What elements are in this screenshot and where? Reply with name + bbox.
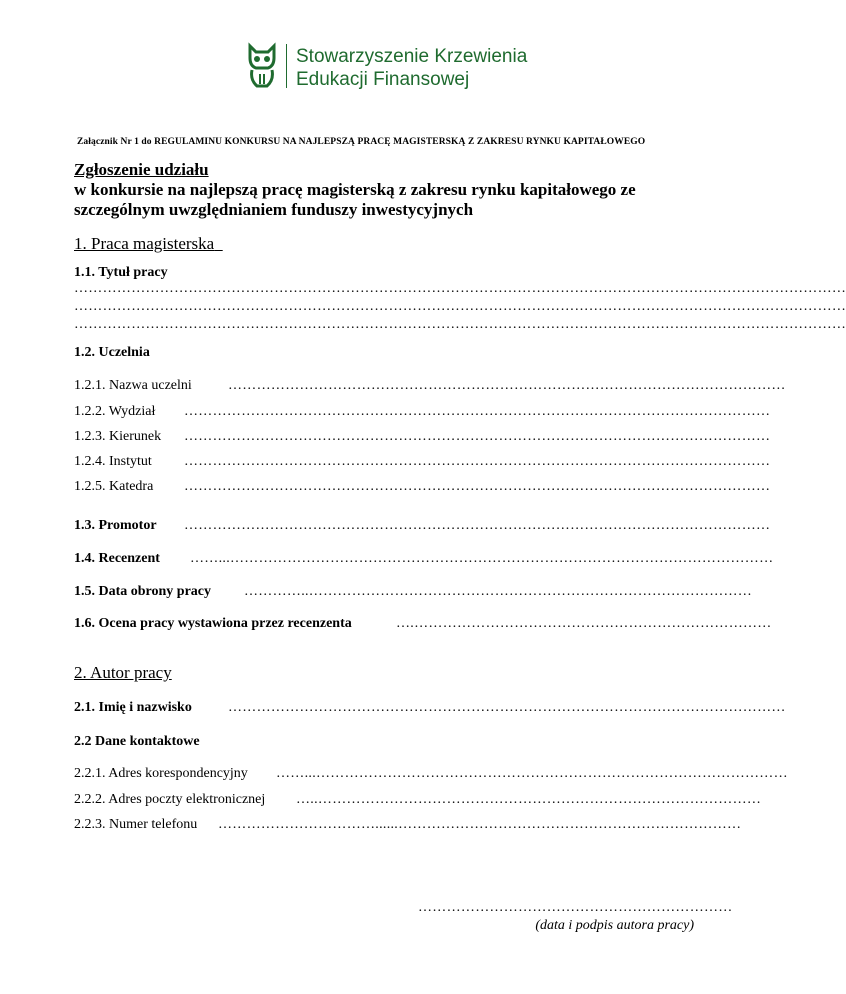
- label-adres: 2.2.1. Adres korespondencyjny: [74, 766, 248, 781]
- section-2-title: 2. Autor pracy: [74, 663, 172, 682]
- logo-line-1: Stowarzyszenie Krzewienia: [296, 46, 528, 67]
- label-data-obrony: 1.5. Data obrony pracy: [74, 584, 212, 599]
- field-wydzial[interactable]: ……………………………………………………………………………………………………………: [184, 404, 771, 419]
- label-katedra: 1.2.5. Katedra: [74, 479, 154, 494]
- label-uczelnia: 1.2. Uczelnia: [74, 345, 150, 360]
- field-tytul-line-1[interactable]: ………………………………………………………………………………………………………………………………………………: [74, 281, 846, 296]
- annex-note: Załącznik Nr 1 do REGULAMINU KONKURSU NA NAJLEPSZĄ PRACĘ MAGISTERSKĄ Z ZAKRESU RYNKU KAPITAŁOWEGO: [77, 137, 646, 147]
- field-adres[interactable]: ……...………………………………………………………………………………………: [276, 766, 788, 781]
- label-dane-kontaktowe: 2.2 Dane kontaktowe: [74, 734, 200, 749]
- field-telefon[interactable]: ……………………………......………………………………………………………………: [218, 817, 742, 832]
- field-instytut[interactable]: ……………………………………………………………………………………………………………: [184, 454, 771, 469]
- label-kierunek: 1.2.3. Kierunek: [74, 429, 162, 444]
- label-wydzial: 1.2.2. Wydział: [74, 404, 156, 419]
- label-promotor: 1.3. Promotor: [74, 518, 157, 533]
- section-1-title: 1. Praca magisterska: [74, 234, 215, 253]
- field-tytul-line-2[interactable]: ………………………………………………………………………………………………………………………………………………: [74, 299, 846, 314]
- label-telefon: 2.2.3. Numer telefonu: [74, 817, 198, 832]
- signature-caption: (data i podpis autora pracy): [535, 918, 694, 933]
- form-title: Zgłoszenie udziału: [74, 160, 209, 179]
- owl-logo-icon: [247, 44, 277, 88]
- logo-line-2: Edukacji Finansowej: [296, 69, 470, 90]
- label-imie-nazwisko: 2.1. Imię i nazwisko: [74, 700, 192, 715]
- label-recenzent: 1.4. Recenzent: [74, 551, 160, 566]
- label-email: 2.2.2. Adres poczty elektronicznej: [74, 792, 266, 807]
- form-subtitle-1: w konkursie na najlepszą pracę magisterską z zakresu rynku kapitałowego ze: [74, 180, 636, 199]
- field-tytul-line-3[interactable]: ………………………………………………………………………………………………………………………………………………: [74, 317, 846, 332]
- field-recenzent[interactable]: ……...……………………………………………………………………………………………………: [190, 551, 774, 566]
- field-promotor[interactable]: ……………………………………………………………………………………………………………: [184, 518, 771, 533]
- field-data-obrony[interactable]: …………..…………………………………………………………………………………: [244, 584, 753, 599]
- label-tytul-pracy: 1.1. Tytuł pracy: [74, 265, 168, 280]
- form-subtitle-2: szczególnym uwzględnianiem funduszy inwestycyjnych: [74, 200, 474, 219]
- label-nazwa-uczelni: 1.2.1. Nazwa uczelni: [74, 378, 192, 393]
- field-ocena[interactable]: ….…………………………………………………………………: [396, 616, 772, 631]
- field-email[interactable]: …..…………………………………………………………………………………: [296, 792, 762, 807]
- label-instytut: 1.2.4. Instytut: [74, 454, 152, 469]
- signature-line[interactable]: …………………………………………………………: [418, 900, 733, 915]
- label-ocena: 1.6. Ocena pracy wystawiona przez recenzenta: [74, 616, 352, 631]
- field-katedra[interactable]: ……………………………………………………………………………………………………………: [184, 479, 771, 494]
- field-imie-nazwisko[interactable]: ………………………………………………………………………………………………………: [228, 700, 786, 715]
- logo-divider: [286, 44, 287, 88]
- field-nazwa-uczelni[interactable]: ………………………………………………………………………………………………………: [228, 378, 786, 393]
- field-kierunek[interactable]: ……………………………………………………………………………………………………………: [184, 429, 771, 444]
